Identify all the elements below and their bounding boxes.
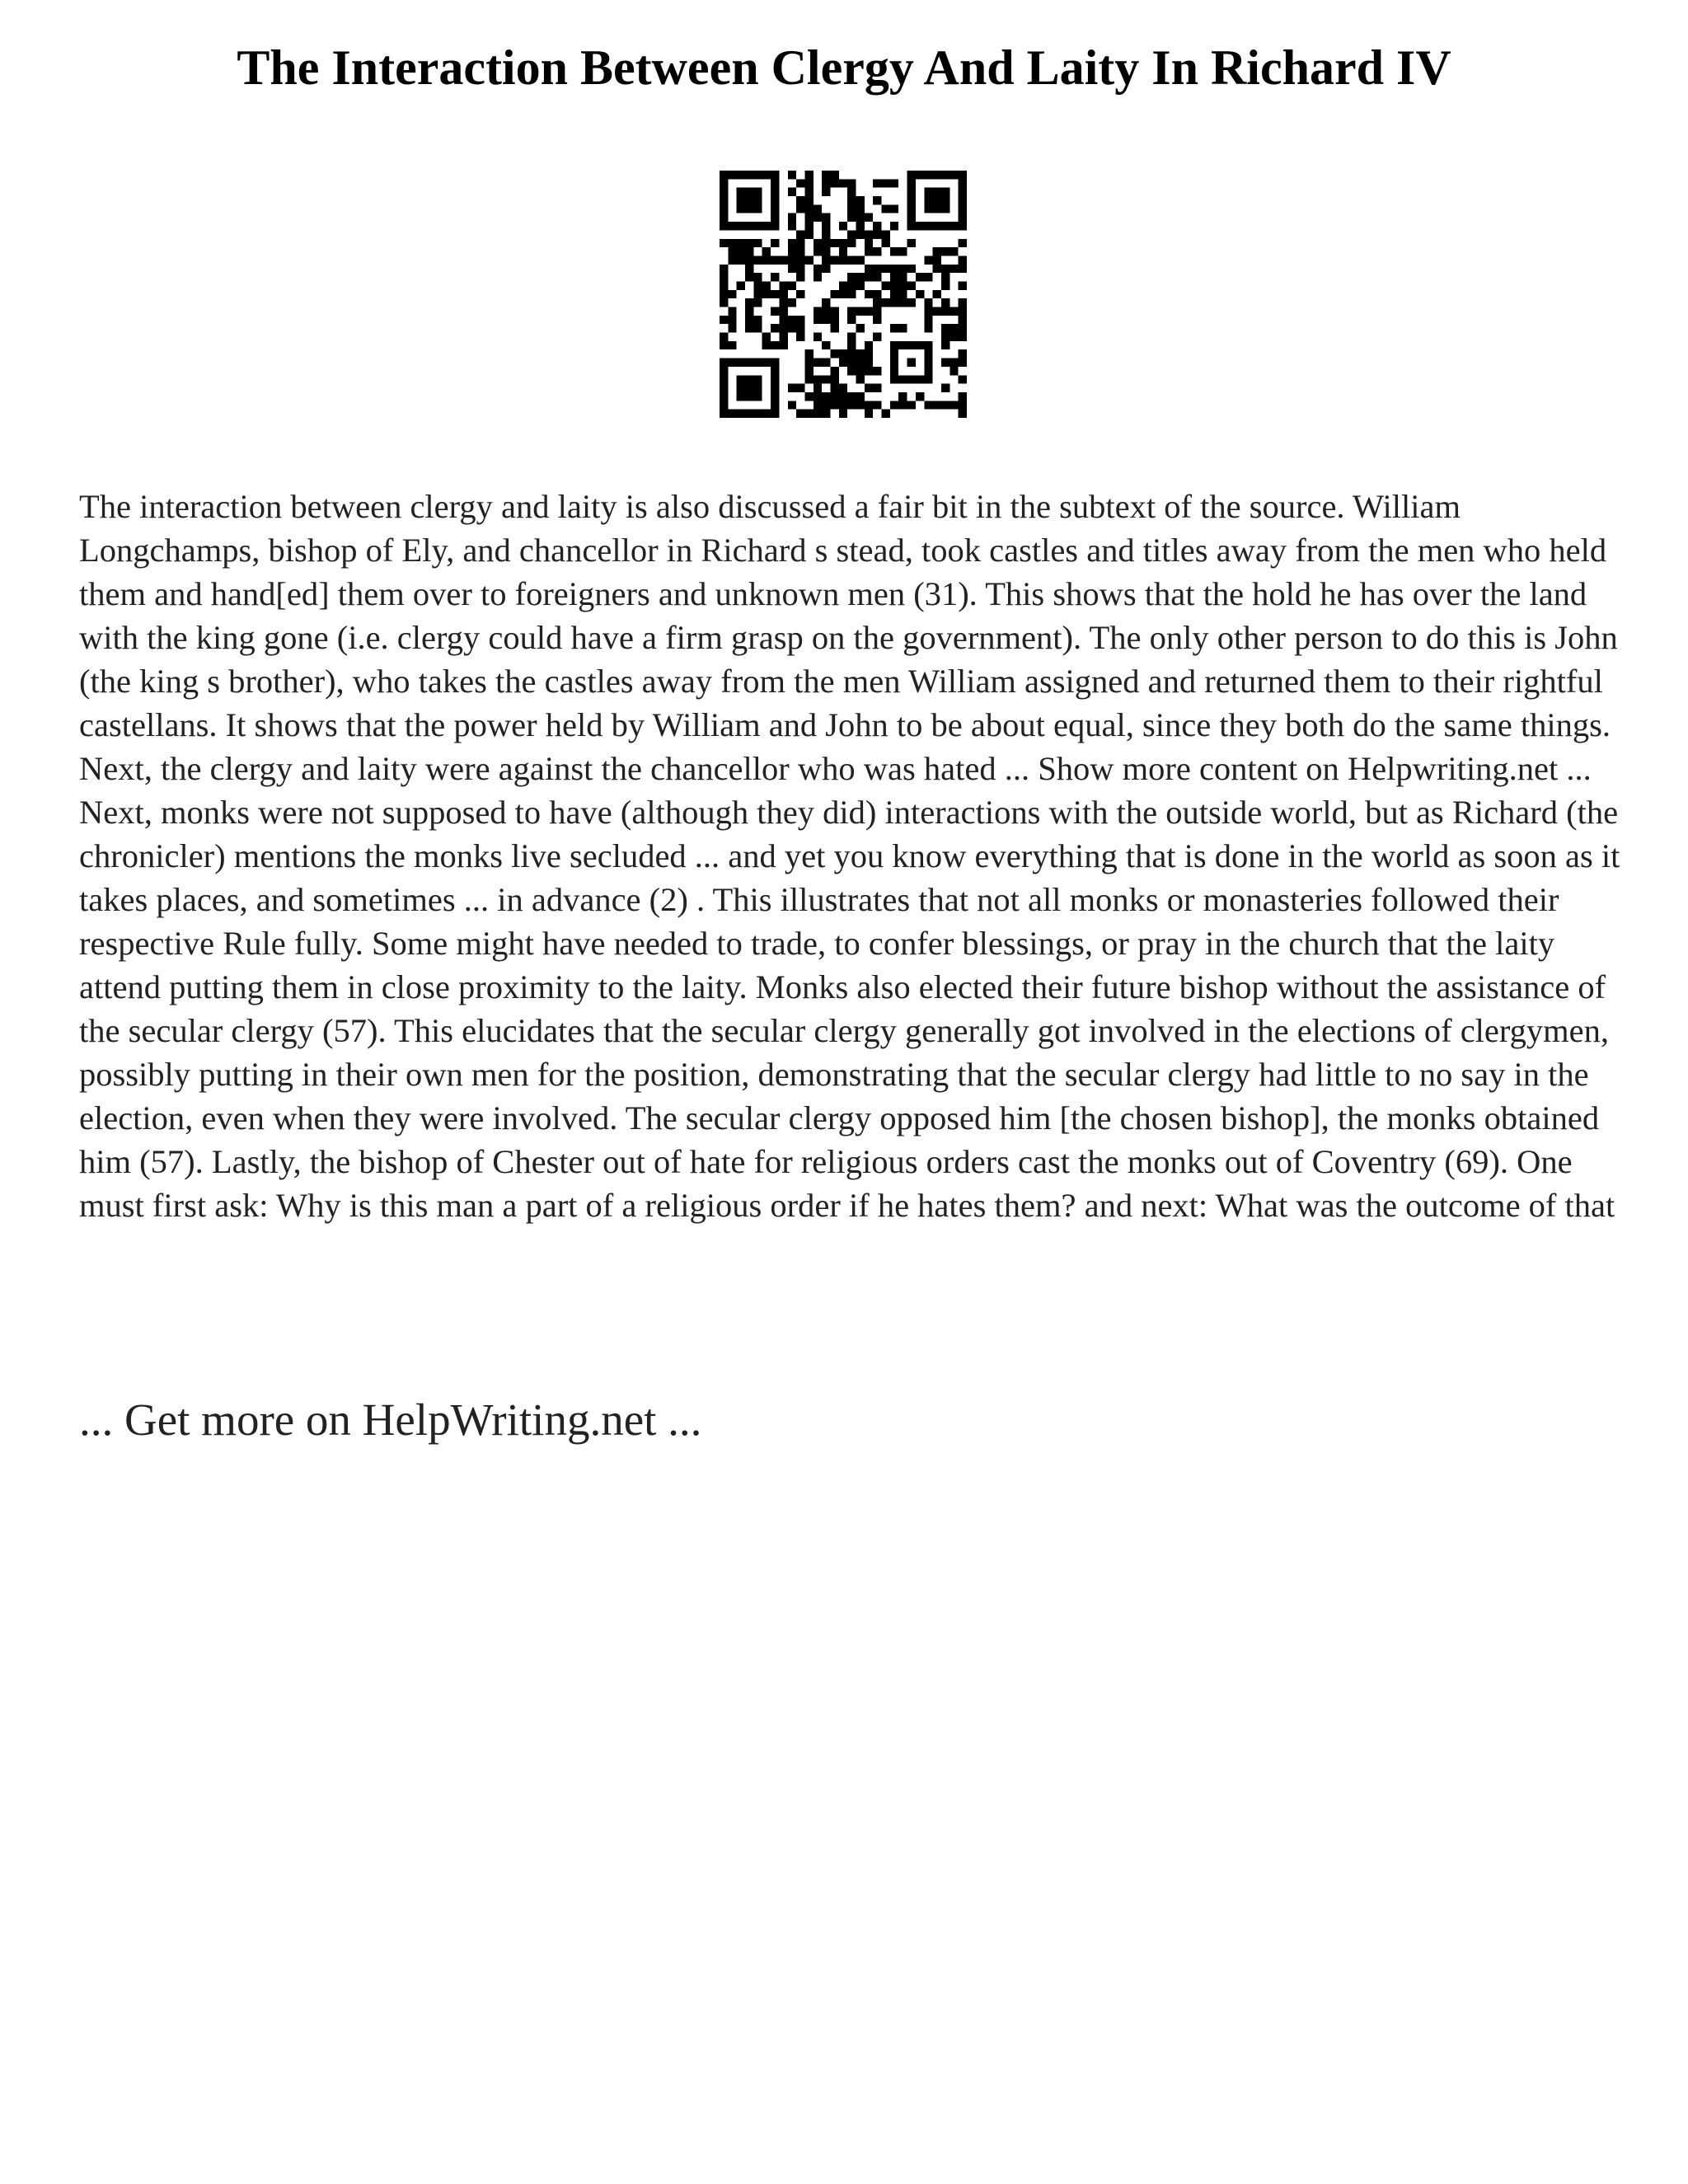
paragraph-2: Next, monks were not supposed to have (although they did) interactions with the outside world, but as Richard (the chronicler) mentions the monks live secluded ... and yet you know everything that is done in the world as soon as it takes places, and sometimes ... in advance (2) . This illustrates that not all monks or monasteries followed their respective Rule fully. Some might have needed to trade, to confer blessings, or pray in the church that the laity attend putting them in close proximity to the laity. Monks also elected their future bishop without the assistance of the secular clergy (57). This elucidates that the secular clergy generally got involved in the elections of clergymen, possibly putting in their own men for the position, demonstrating that the secular clergy had little to no say in the election, even when they were involved. The secular clergy opposed him [the chosen bishop], the monks obtained him (57). Lastly, the bishop of Chester out of hate for religious orders cast the monks out of Coventry (69). One must first ask: Why is this man a part of a religious order if he hates them? and next: What was the outcome of that bbox=[79, 794, 1620, 1224]
article-body bbox=[79, 485, 1629, 1227]
get-more-link[interactable]: ... Get more on HelpWriting.net ... bbox=[79, 1394, 702, 1445]
qr-code-icon[interactable] bbox=[720, 171, 967, 418]
paragraph-1: The interaction between clergy and laity is also discussed a fair bit in the subtext of the source. William Longchamps, bishop of Ely, and chancellor in Richard s stead, took castles and titles away from the men who held them and hand[ed] them over to foreigners and unknown men (31). This shows that the hold he has over the land with the king gone (i.e. clergy could have a firm grasp on the government). The only other person to do this is John (the king s brother), who takes the castles away from the men William assigned and returned them to their rightful castellans. It shows that the power held by William and John to be about equal, since they both do the same things. Next, the clergy and laity were against the chancellor who was hated ... Show more content on Helpwriting.net ... bbox=[79, 488, 1618, 787]
page-title: The Interaction Between Clergy And Laity In Richard IV bbox=[237, 40, 1451, 95]
